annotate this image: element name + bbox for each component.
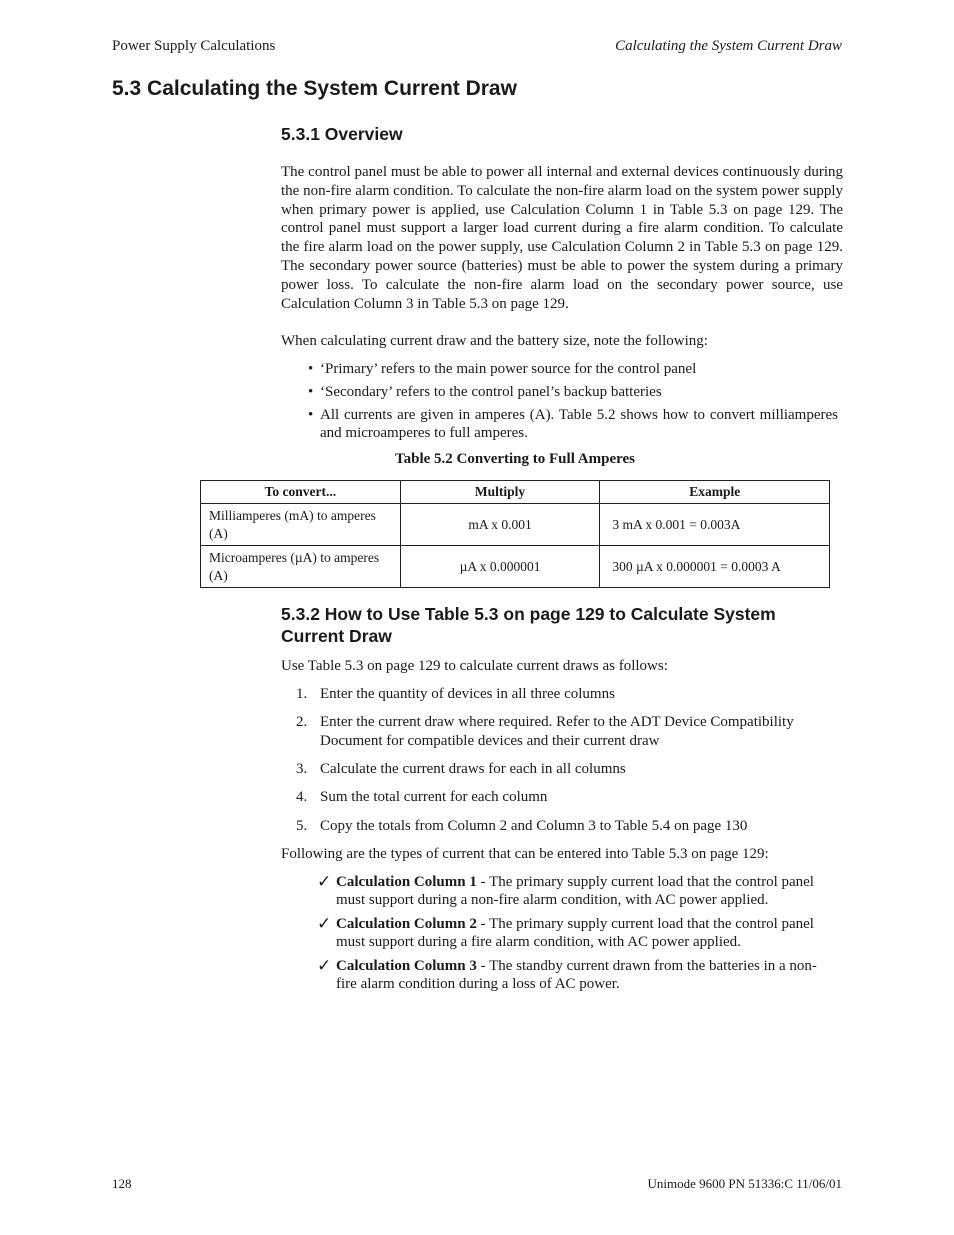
types-intro: Following are the types of current that can be entered into Table 5.3 on page 129: xyxy=(281,846,769,862)
checkmark-icon: ✓ xyxy=(317,872,332,892)
steps-list xyxy=(296,685,836,845)
table-cell: µA x 0.000001 xyxy=(400,546,600,588)
current-types-list xyxy=(317,873,837,999)
checkmark-icon: ✓ xyxy=(317,956,332,976)
list-item xyxy=(296,685,836,704)
notes-intro: When calculating current draw and the battery size, note the following: xyxy=(281,333,708,349)
notes-list xyxy=(308,360,838,447)
check-item-text xyxy=(336,873,837,909)
table-cell: Milliamperes (mA) to amperes (A) xyxy=(201,504,401,546)
overview-heading: 5.3.1 Overview xyxy=(281,124,403,144)
section-title: 5.3 Calculating the System Current Draw xyxy=(112,77,517,100)
table-row xyxy=(201,546,830,588)
column-header: To convert... xyxy=(201,481,401,504)
footer-doc-info: Unimode 9600 PN 51336:C 11/06/01 xyxy=(647,1176,842,1191)
checkmark-icon: ✓ xyxy=(317,914,332,934)
step-number: 1. xyxy=(296,686,308,702)
table-cell: 300 µA x 0.000001 = 0.0003 A xyxy=(600,546,830,588)
table-header-row xyxy=(201,481,830,504)
howto-intro: Use Table 5.3 on page 129 to calculate current draws as follows: xyxy=(281,658,668,674)
step-number: 2. xyxy=(296,714,308,731)
check-item-text xyxy=(336,915,837,951)
check-item-description: - The primary supply current load that the control panel must support during a fire alarm condition, with AC power applied. xyxy=(336,916,814,950)
table-cell: mA x 0.001 xyxy=(400,504,600,546)
step-number: 4. xyxy=(296,789,308,806)
table-caption: Table 5.2 Converting to Full Amperes xyxy=(394,451,635,467)
check-item-text xyxy=(336,957,837,993)
check-item-label: Calculation Column 1 xyxy=(336,874,477,890)
list-item: • All currents are given in amperes (A). Table 5.2 shows how to convert milliamperes and microamperes to full amperes. xyxy=(308,406,838,444)
list-item xyxy=(296,817,836,836)
table-cell: 3 mA x 0.001 = 0.003A xyxy=(600,504,830,546)
step-text: Sum the total current for each column xyxy=(320,789,548,806)
check-item-label: Calculation Column 2 xyxy=(336,916,477,932)
check-item-description: - The primary supply current load that the control panel must support during a non-fire alarm condition, with AC power applied. xyxy=(336,874,814,908)
check-item-description: - The standby current drawn from the batteries in a non-fire alarm condition during a loss of AC power. xyxy=(336,958,817,992)
table-cell: Microamperes (µA) to amperes (A) xyxy=(201,546,401,588)
column-header: Example xyxy=(600,481,830,504)
list-item xyxy=(317,873,837,909)
running-header-right: Calculating the System Current Draw xyxy=(615,38,842,54)
howto-heading: 5.3.2 How to Use Table 5.3 on page 129 to Calculate System Current Draw xyxy=(281,604,776,646)
list-item xyxy=(317,957,837,993)
step-text: Enter the current draw where required. Refer to the ADT Device Compatibility Document for compatible devices and their current draw xyxy=(320,714,794,749)
overview-paragraph: The control panel must be able to power all internal and external devices continuously during the non-fire alarm condition. To calculate the non-fire alarm load on the system power supply when primary power is applied, use Calculation Column 1 in Table 5.3 on page 129. The control panel must support a larger load current during a fire alarm condition. To calculate the fire alarm load on the power supply, use Calculation Column 2 in Table 5.3 on page 129. The secondary power source (batteries) must be able to power the system during a primary power loss. To calculate the non-fire alarm load on the secondary power source, use Calculation Column 3 in Table 5.3 on page 129. xyxy=(281,164,843,312)
list-item xyxy=(317,915,837,951)
list-item xyxy=(296,788,836,807)
list-item: • ‘Primary’ refers to the main power source for the control panel xyxy=(308,360,838,379)
step-text: Copy the totals from Column 2 and Column 3 to Table 5.4 on page 130 xyxy=(320,817,748,834)
step-number: 5. xyxy=(296,817,308,834)
step-text: Enter the quantity of devices in all three columns xyxy=(320,686,615,702)
list-item xyxy=(296,760,836,779)
step-text: Calculate the current draws for each in all columns xyxy=(320,761,626,778)
running-header-left: Power Supply Calculations xyxy=(112,38,276,54)
table-row xyxy=(201,504,830,546)
list-item: • ‘Secondary’ refers to the control panel’s backup batteries xyxy=(308,383,838,402)
list-item xyxy=(296,713,836,751)
page-number: 128 xyxy=(112,1176,132,1191)
check-item-label: Calculation Column 3 xyxy=(336,958,477,974)
column-header: Multiply xyxy=(400,481,600,504)
step-number: 3. xyxy=(296,761,308,778)
conversion-table xyxy=(200,480,830,588)
